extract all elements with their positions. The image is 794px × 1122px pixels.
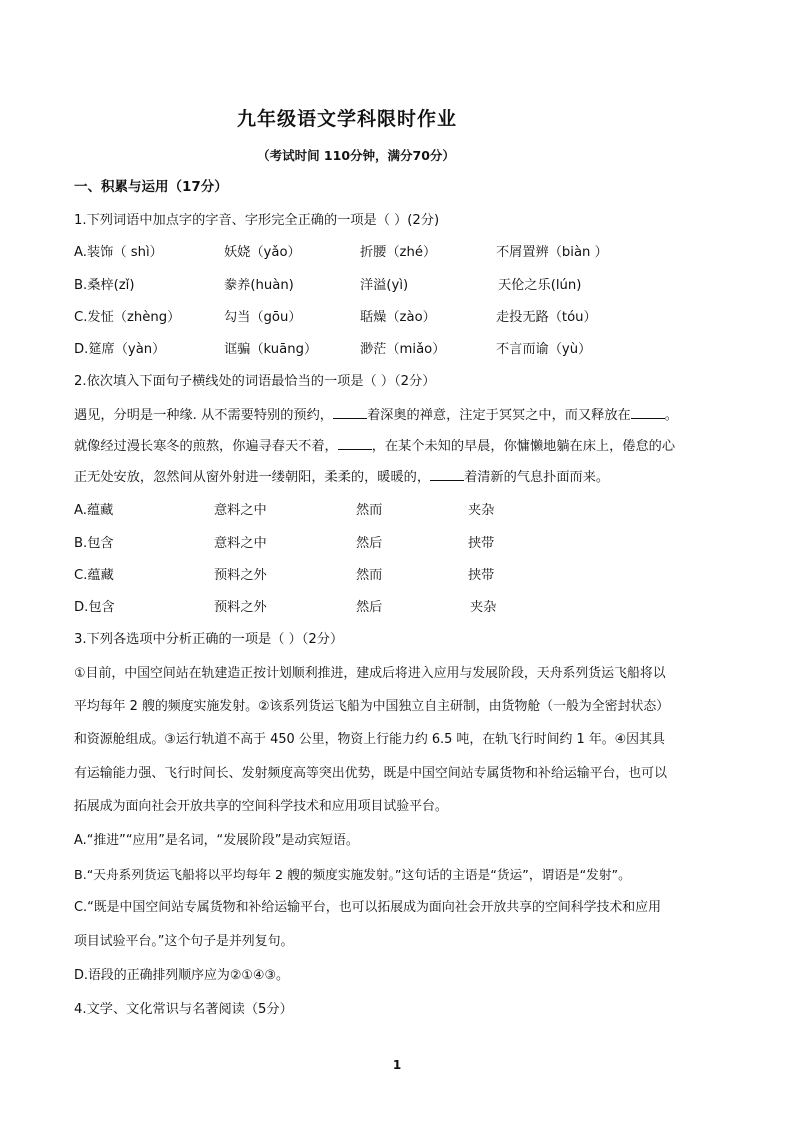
q1-d-3: 渺茫（miǎo） <box>360 342 446 357</box>
q2-b-3: 然后 <box>356 536 383 551</box>
q2-b-1: B.包含 <box>74 536 114 551</box>
question-3-stem: 3.下列各选项中分析正确的一项是（ ）（2分） <box>74 632 344 647</box>
q2-text: ，在某个未知的早晨，你慵懒地躺在床上，倦怠的心 <box>371 439 676 454</box>
q1-a-2: 妖娆（yǎo） <box>224 245 301 260</box>
page-title: 九年级语文学科限时作业 <box>236 108 457 130</box>
q2-a-4: 夹杂 <box>468 503 495 518</box>
q1-b-2: 豢养(huàn) <box>224 278 294 293</box>
q1-option-row-c <box>0 309 794 329</box>
q2-text: 正无处安放，忽然间从窗外射进一缕朝阳，柔柔的，暖暖的， <box>74 470 431 485</box>
page-number: 1 <box>392 1058 402 1072</box>
q3-option-c: C.“既是中国空间站专属货物和补给运输平台，也可以拓展成为面向社会开放共享的空间科学技术和应用 <box>74 900 661 915</box>
q2-c-2: 预料之外 <box>214 568 267 583</box>
blank-line <box>338 437 372 450</box>
q2-option-row-c <box>0 567 794 587</box>
blank-line <box>333 406 367 419</box>
q1-c-4: 走投无路（tóu） <box>496 310 597 325</box>
q1-d-2: 诓骗（kuāng） <box>224 342 318 357</box>
q2-passage-line-1 <box>74 406 678 425</box>
q2-option-row-d <box>0 599 794 619</box>
q3-option-d: D.语段的正确排列顺序应为②①④③。 <box>74 968 289 983</box>
q2-option-row-a <box>0 502 794 522</box>
q2-option-row-b <box>0 535 794 555</box>
q2-c-3: 然而 <box>356 568 383 583</box>
q1-d-4: 不言而谕（yù） <box>496 342 592 357</box>
q1-b-4: 天伦之乐(lún) <box>498 278 582 293</box>
question-4-stem: 4.文学、文化常识与名著阅读（5分） <box>74 1002 293 1017</box>
q2-text: 。 <box>664 408 678 423</box>
q2-a-2: 意料之中 <box>214 503 267 518</box>
question-1-stem: 1.下列词语中加点字的字音、字形完全正确的一项是（ ）(2分) <box>74 213 440 228</box>
q3-option-a: A.“推进”“应用”是名词，“发展阶段”是动宾短语。 <box>74 833 359 848</box>
q3-option-c-continued: 项目试验平台。”这个句子是并列复句。 <box>74 934 294 949</box>
q3-passage-line: 平均每年 2 艘的频度实施发射。②该系列货运飞船为中国独立自主研制，由货物舱（一般为全密封状态） <box>74 699 670 714</box>
q2-b-4: 挟带 <box>468 536 495 551</box>
q2-passage-line-3 <box>74 468 609 487</box>
q3-passage-line: 拓展成为面向社会开放共享的空间科学技术和应用项目试验平台。 <box>74 799 448 814</box>
question-2-stem: 2.依次填入下面句子横线处的词语最恰当的一项是（ ）（2分） <box>74 374 436 389</box>
q1-option-row-d <box>0 341 794 361</box>
q2-d-2: 预料之外 <box>214 600 267 615</box>
q2-a-1: A.蕴藏 <box>74 503 114 518</box>
q2-text: 遇见，分明是一种缘. 从不需要特别的预约， <box>74 408 333 423</box>
q2-d-3: 然后 <box>356 600 383 615</box>
q2-d-1: D.包含 <box>74 600 115 615</box>
q2-text: 着深奥的禅意，注定于冥冥之中，而又释放在 <box>366 408 631 423</box>
q1-c-2: 勾当（gōu） <box>224 310 302 325</box>
q1-b-1: B.桑梓(zǐ) <box>74 278 135 293</box>
q1-c-1: C.发怔（zhèng） <box>74 310 181 325</box>
q1-option-row-a <box>0 244 794 264</box>
q2-text: 就像经过漫长寒冬的煎熬，你遍寻春天不着， <box>74 439 338 454</box>
q1-a-4: 不屑置辨（biàn ） <box>496 245 608 260</box>
q2-passage-line-2 <box>74 437 675 456</box>
q3-passage-line: 有运输能力强、飞行时间长、发射频度高等突出优势，既是中国空间站专属货物和补给运输平台，也可以 <box>74 766 667 781</box>
q2-c-4: 挟带 <box>468 568 495 583</box>
q1-c-3: 聒燥（zào） <box>360 310 436 325</box>
q1-a-3: 折腰（zhé） <box>360 245 437 260</box>
q2-a-3: 然而 <box>356 503 383 518</box>
exam-info: （考试时间 110分钟，满分70分） <box>257 148 455 163</box>
blank-line <box>430 468 464 481</box>
q2-text: 着清新的气息扑面而来。 <box>464 470 610 485</box>
q1-d-1: D.筵席（yàn） <box>74 342 166 357</box>
blank-line <box>631 406 665 419</box>
q3-passage-line: ①目前，中国空间站在轨建造正按计划顺利推进，建成后将进入应用与发展阶段，天舟系列货运飞船将以 <box>74 666 666 681</box>
q1-b-3: 洋溢(yì) <box>360 278 409 293</box>
section-heading: 一、积累与运用（17分） <box>74 179 228 195</box>
q1-a-1: A.装饰（ shì） <box>74 245 163 260</box>
q2-d-4: 夹杂 <box>470 600 497 615</box>
q3-passage-line: 和资源舱组成。③运行轨道不高于 450 公里，物资上行能力约 6.5 吨，在轨飞行时间约 1 年。④因其具 <box>74 732 665 747</box>
q3-option-b: B.“天舟系列货运飞船将以平均每年 2 艘的频度实施发射。”这句话的主语是“货运”，谓语是“发射”。 <box>74 867 631 882</box>
q2-c-1: C.蕴藏 <box>74 568 114 583</box>
q1-option-row-b <box>0 277 794 297</box>
q2-b-2: 意料之中 <box>214 536 267 551</box>
